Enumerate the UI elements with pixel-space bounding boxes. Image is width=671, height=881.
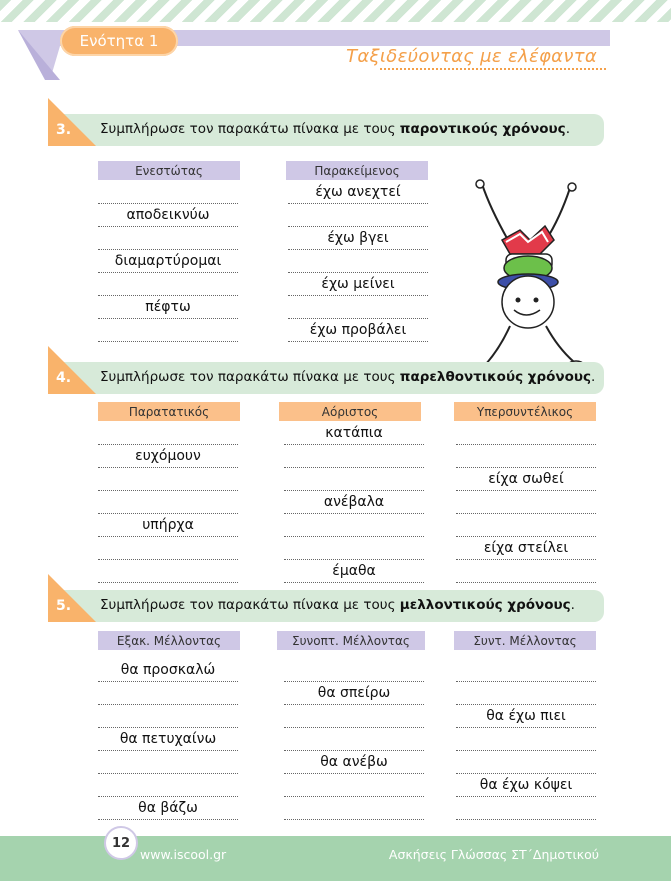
ex4-cell: ευχόμουν <box>135 448 201 464</box>
ex5-cell: θα πετυχαίνω <box>119 731 217 747</box>
ex3-answer-line[interactable] <box>98 341 238 342</box>
ex4-answer-line[interactable] <box>456 559 596 560</box>
ex4-answer-line[interactable] <box>456 444 596 445</box>
ex4-answer-line[interactable] <box>456 513 596 514</box>
ex3-answer-line[interactable] <box>98 203 238 204</box>
footer-series-title: Ασκήσεις Γλώσσας ΣΤ΄Δημοτικού <box>388 847 599 862</box>
ex3-answer-line[interactable] <box>98 249 238 250</box>
ex5-answer-line[interactable] <box>284 704 424 705</box>
title-underline <box>380 68 606 70</box>
ex5-answer-line[interactable] <box>284 773 424 774</box>
ex5-cell: θα έχω πιει <box>486 708 566 724</box>
ex4-answer-line[interactable] <box>98 513 238 514</box>
ex5-cell: θα βάζω <box>138 800 198 816</box>
ex3-answer-line[interactable] <box>288 318 428 319</box>
ex5-cell: θα έχω κόψει <box>479 777 573 793</box>
ex4-cell: ανέβαλα <box>323 494 385 510</box>
book-title: Ταξιδεύοντας με ελέφαντα <box>346 46 597 67</box>
exercise-4-instruction: Συμπλήρωσε τον παρακάτω πίνακα με τους παρελθοντικούς χρόνους. <box>100 369 596 385</box>
ex4-answer-line[interactable] <box>284 513 424 514</box>
footer-website: www.iscool.gr <box>140 847 227 862</box>
exercise-3-number: 3. <box>56 122 72 138</box>
ex3-answer-line[interactable] <box>98 295 238 296</box>
ex3-answer-line[interactable] <box>288 341 428 342</box>
ex3-answer-line[interactable] <box>288 203 428 204</box>
ex4-answer-line[interactable] <box>456 467 596 468</box>
ex3-cell: έχω μείνει <box>321 276 395 292</box>
ex3-answer-line[interactable] <box>288 295 428 296</box>
ex5-answer-line[interactable] <box>98 819 238 820</box>
ex4-header-col1: Παρατατικός <box>98 402 240 421</box>
exercise-5-number: 5. <box>56 598 72 614</box>
exercise-3-instruction: Συμπλήρωσε τον παρακάτω πίνακα με τους παροντικούς χρόνους. <box>100 121 570 137</box>
ex4-cell: είχα στείλει <box>483 540 569 556</box>
ex3-cell: πέφτω <box>145 299 191 315</box>
ex5-answer-line[interactable] <box>456 796 596 797</box>
ex3-answer-line[interactable] <box>98 318 238 319</box>
ex5-answer-line[interactable] <box>284 750 424 751</box>
ex5-answer-line[interactable] <box>98 796 238 797</box>
ex4-answer-line[interactable] <box>284 536 424 537</box>
ex4-answer-line[interactable] <box>284 582 424 583</box>
ex5-answer-line[interactable] <box>456 704 596 705</box>
ex4-answer-line[interactable] <box>98 467 238 468</box>
ex4-answer-line[interactable] <box>284 467 424 468</box>
page-number: 12 <box>104 826 138 860</box>
ex4-cell: υπήρχα <box>142 517 194 533</box>
ex5-answer-line[interactable] <box>284 796 424 797</box>
unit-label: Ενότητα 1 <box>60 26 178 56</box>
ex4-answer-line[interactable] <box>284 490 424 491</box>
ex5-cell: θα ανέβω <box>320 754 388 770</box>
ex5-answer-line[interactable] <box>284 727 424 728</box>
ex5-answer-line[interactable] <box>456 773 596 774</box>
ex5-answer-line[interactable] <box>98 681 238 682</box>
ex5-answer-line[interactable] <box>456 727 596 728</box>
ex4-header-col3: Υπερσυντέλικος <box>454 402 596 421</box>
ex3-header-col1: Ενεστώτας <box>98 161 240 180</box>
ex4-header-col2: Αόριστος <box>279 402 421 421</box>
ex5-answer-line[interactable] <box>456 819 596 820</box>
ex5-answer-line[interactable] <box>98 704 238 705</box>
ex4-cell: κατάπια <box>325 425 383 441</box>
ex5-answer-line[interactable] <box>284 681 424 682</box>
ex3-cell: αποδεικνύω <box>126 207 210 223</box>
ex3-cell: έχω προβάλει <box>309 322 407 338</box>
ex4-answer-line[interactable] <box>456 536 596 537</box>
ex5-cell: θα σπείρω <box>317 685 391 701</box>
ex5-header-col2: Συνοπτ. Μέλλοντας <box>277 631 425 650</box>
ex4-answer-line[interactable] <box>98 444 238 445</box>
ex4-answer-line[interactable] <box>284 559 424 560</box>
ex3-answer-line[interactable] <box>288 249 428 250</box>
ex5-answer-line[interactable] <box>456 681 596 682</box>
ex3-cell: διαμαρτύρομαι <box>114 253 222 269</box>
ex3-answer-line[interactable] <box>288 272 428 273</box>
ex4-answer-line[interactable] <box>98 582 238 583</box>
ex3-answer-line[interactable] <box>98 226 238 227</box>
ex3-answer-line[interactable] <box>288 226 428 227</box>
ex4-answer-line[interactable] <box>98 536 238 537</box>
ex4-answer-line[interactable] <box>98 490 238 491</box>
ex5-answer-line[interactable] <box>456 750 596 751</box>
ex5-header-col1: Εξακ. Μέλλοντας <box>98 631 240 650</box>
ex4-answer-line[interactable] <box>98 559 238 560</box>
ex5-answer-line[interactable] <box>98 727 238 728</box>
child-handstand-illustration <box>470 178 590 373</box>
exercise-5-instruction: Συμπλήρωσε τον παρακάτω πίνακα με τους μελλοντικούς χρόνους. <box>100 597 575 613</box>
ex5-answer-line[interactable] <box>98 750 238 751</box>
exercise-4-number: 4. <box>56 370 72 386</box>
ex3-cell: έχω βγει <box>327 230 389 246</box>
ex4-answer-line[interactable] <box>456 582 596 583</box>
ex3-answer-line[interactable] <box>98 272 238 273</box>
ex4-cell: έμαθα <box>332 563 376 579</box>
ex5-cell: θα προσκαλώ <box>120 662 216 678</box>
ex3-header-col2: Παρακείμενος <box>286 161 428 180</box>
ex4-answer-line[interactable] <box>456 490 596 491</box>
ex3-cell: έχω ανεχτεί <box>315 184 401 200</box>
ex4-cell: είχα σωθεί <box>488 471 564 487</box>
ex4-answer-line[interactable] <box>284 444 424 445</box>
ex5-answer-line[interactable] <box>98 773 238 774</box>
ex5-answer-line[interactable] <box>284 819 424 820</box>
ex5-header-col3: Συντ. Μέλλοντας <box>454 631 596 650</box>
